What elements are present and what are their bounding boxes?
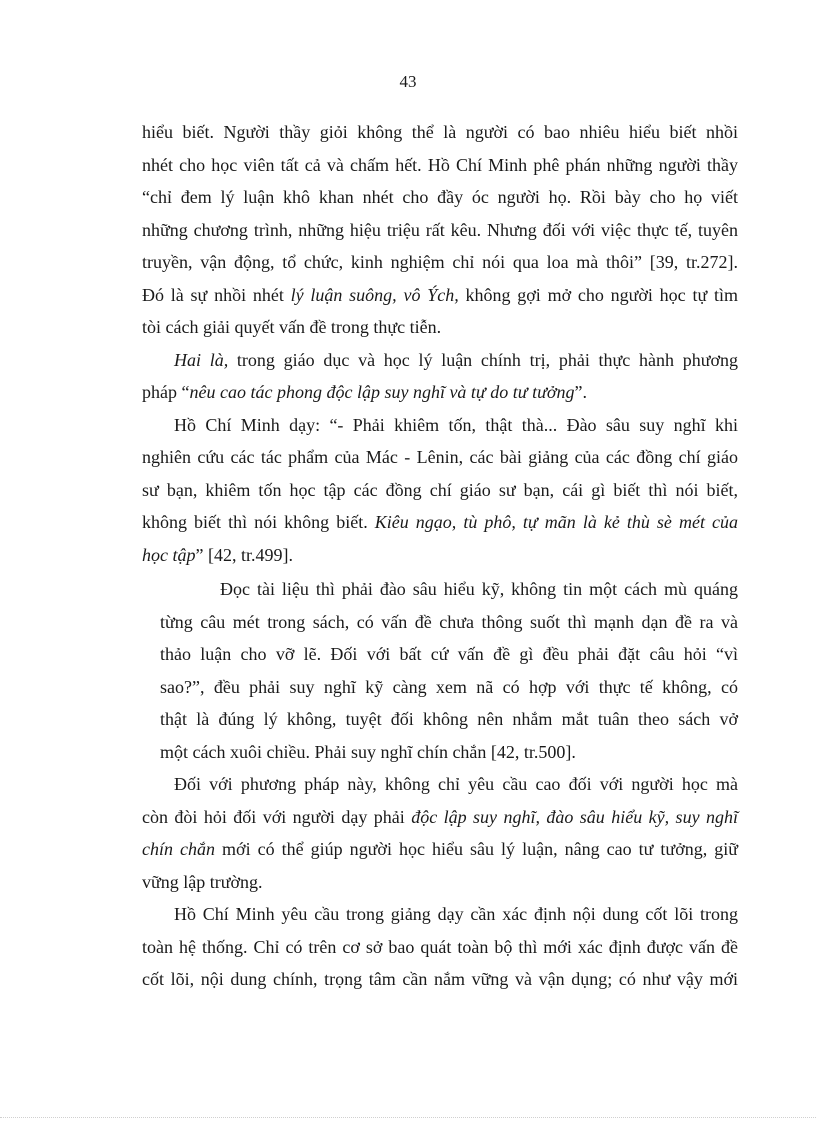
text-line: cốt lõi, nội dung chính, trọng tâm cần nắm vững và vận dụng; có như vậy mới xyxy=(142,969,738,989)
document-body xyxy=(142,116,738,996)
text-line: thật là đúng lý không, tuyệt đối không nên nhắm mắt tuân theo sách vở xyxy=(160,709,738,729)
italic-phrase: độc lập suy nghĩ, đào sâu hiểu kỹ, suy nghĩ xyxy=(411,806,738,827)
text-line: Hồ Chí Minh yêu cầu trong giảng dạy cần xác định nội dung cốt lõi trong xyxy=(174,904,738,924)
text-line: pháp “nêu cao tác phong độc lập suy nghĩ và tự do tư tưởng”. xyxy=(142,382,587,402)
text-line: từng câu mét trong sách, có vấn đề chưa thông suốt thì mạnh dạn đề ra và xyxy=(160,611,738,632)
text-line: truyền, vận động, tổ chức, kinh nghiệm chỉ nói qua loa mà thôi” [39, tr.272]. xyxy=(142,252,738,272)
text-line: học tập” [42, tr.499]. xyxy=(142,544,293,565)
paragraph-4 xyxy=(142,768,738,898)
text-line: thảo luận cho vỡ lẽ. Đối với bất cứ vấn đề gì đều phải đặt câu hỏi “vì xyxy=(160,644,738,664)
italic-phrase: Kiêu ngạo, tù phô, tự mãn là kẻ thù sè mét của xyxy=(374,512,738,532)
paragraph-1 xyxy=(142,116,738,344)
paragraph-3 xyxy=(142,409,738,572)
text-line: sư bạn, khiêm tốn học tập các đồng chí giáo sư bạn, cái gì biết thì nói biết, xyxy=(142,479,738,500)
italic-phrase: Hai là, xyxy=(174,349,229,370)
text-line: Hai là, trong giáo dục và học lý luận chính trị, phải thực hành phương xyxy=(174,349,738,370)
text-line: còn đòi hỏi đối với người dạy phải độc lập suy nghĩ, đào sâu hiểu kỹ, suy nghĩ xyxy=(142,806,738,827)
text-line: Đối với phương pháp này, không chỉ yêu cầu cao đối với người học mà xyxy=(174,774,738,794)
text-line: Đọc tài liệu thì phải đào sâu hiểu kỹ, không tin một cách mù quáng xyxy=(220,579,738,599)
paragraph-5 xyxy=(142,898,738,996)
paragraph-2 xyxy=(142,344,738,409)
italic-phrase: học tập xyxy=(142,544,196,565)
italic-phrase: nêu cao tác phong độc lập suy nghĩ và tự do tư tưởng xyxy=(189,382,575,402)
text-line: một cách xuôi chiều. Phải suy nghĩ chín chắn [42, tr.500]. xyxy=(160,741,576,762)
text-line: Đó là sự nhồi nhét lý luận suông, vô Ých, không gợi mở cho người học tự tìm xyxy=(142,284,738,305)
italic-phrase: chín chắn xyxy=(142,839,216,859)
text-line: những chương trình, những hiệu triệu rất kêu. Nhưng đối với việc thực tế, tuyên xyxy=(142,219,738,240)
text-line: sao?”, đều phải suy nghĩ kỹ càng xem nã có hợp với thực tế không, có xyxy=(160,676,738,697)
italic-phrase: lý luận suông, vô Ých, xyxy=(290,284,459,305)
page-number: 43 xyxy=(399,72,417,91)
block-quote xyxy=(142,573,738,768)
text-line: tòi cách giải quyết vấn đề trong thực tiễn. xyxy=(142,317,442,337)
text-line: không biết thì nói không biết. Kiêu ngạo, tù phô, tự mãn là kẻ thù sè mét của xyxy=(142,512,738,532)
text-line: chín chắn mới có thể giúp người học hiểu sâu lý luận, nâng cao tư tưởng, giữ xyxy=(142,839,738,859)
text-line: nghiên cứu các tác phẩm của Mác - Lênin, các bài giảng của các đồng chí giáo xyxy=(142,447,738,467)
text-line: hiểu biết. Người thầy giỏi không thể là người có bao nhiêu hiểu biết nhồi xyxy=(142,122,738,142)
page-bottom-rule xyxy=(0,1117,816,1118)
text-line: “chỉ đem lý luận khô khan nhét cho đầy óc người họ. Rồi bày cho họ viết xyxy=(142,187,738,207)
text-line: toàn hệ thống. Chỉ có trên cơ sở bao quát toàn bộ thì mới xác định được vấn đề xyxy=(142,936,738,957)
text-line: nhét cho học viên tất cả và chấm hết. Hồ Chí Minh phê phán những người thầy xyxy=(142,154,738,175)
text-line: Hồ Chí Minh dạy: “- Phải khiêm tốn, thật thà... Đào sâu suy nghĩ khi xyxy=(174,414,738,435)
text-line: vững lập trường. xyxy=(142,871,263,892)
